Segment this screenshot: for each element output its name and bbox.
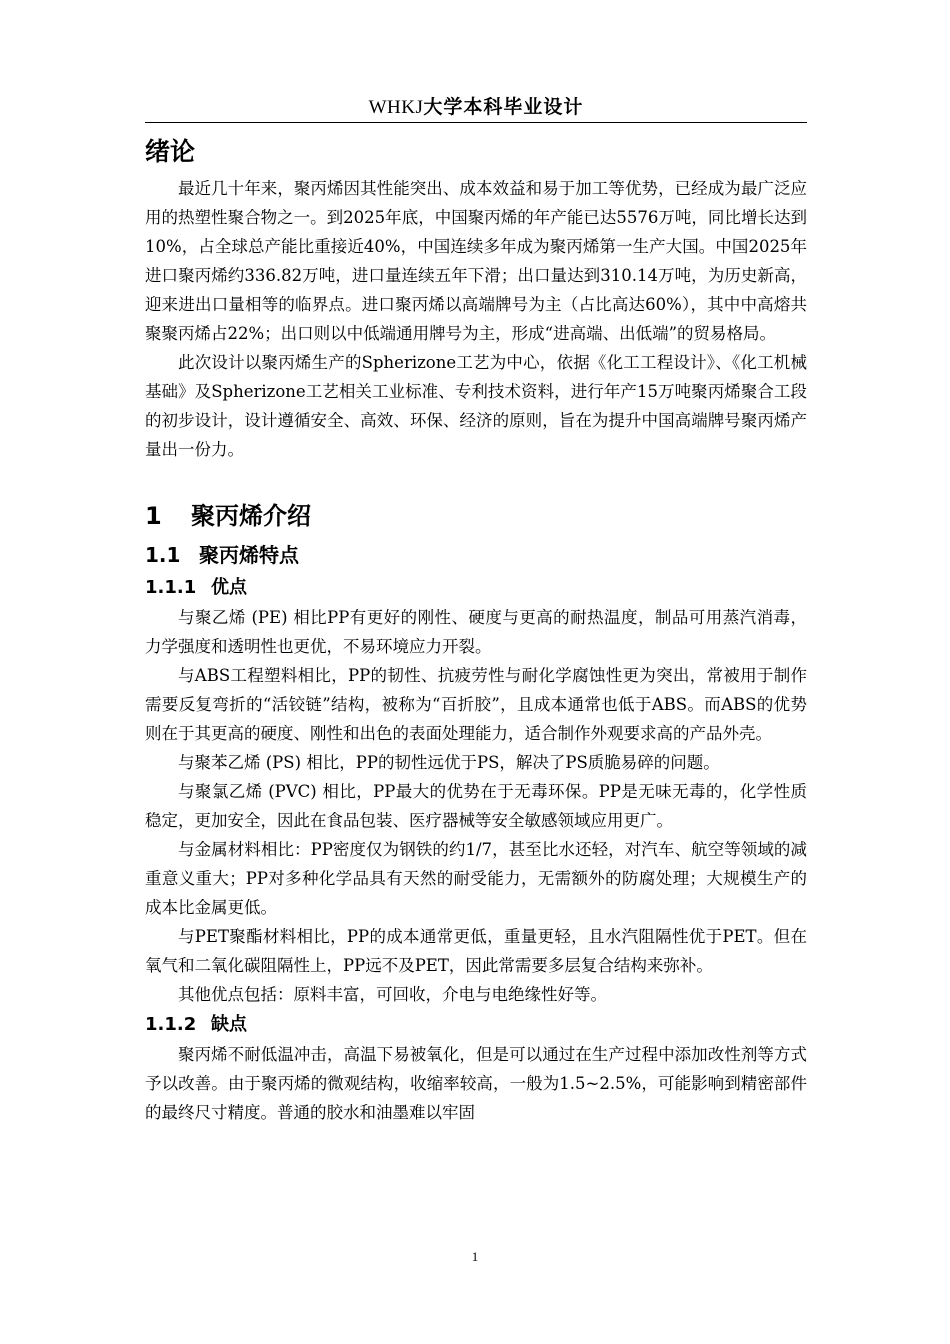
section-heading xyxy=(145,538,807,572)
intro-paragraph: 此次设计以聚丙烯生产的Spherizone工艺为中心，依据《化工工程设计》、《化工机械基础》及Spherizone工艺相关工业标准、专利技术资料，进行年产15万吨聚丙烯聚合工段的初步设计，设计遵循安全、高效、环保、经济的原则，旨在为提升中国高端牌号聚丙烯产量出一份力。 xyxy=(145,353,807,459)
intro-heading: 绪论 xyxy=(145,137,196,166)
chapter-title: 聚丙烯介绍 xyxy=(191,502,311,530)
body-paragraph: 其他优点包括：原料丰富，可回收，介电与电绝缘性好等。 xyxy=(178,985,607,1004)
page-number: 1 xyxy=(471,1249,479,1264)
page-content xyxy=(145,132,807,1127)
header-title: 大学本科毕业设计 xyxy=(423,96,584,118)
page-header xyxy=(145,92,807,123)
section-title: 聚丙烯特点 xyxy=(199,543,299,567)
body-paragraph: 与聚乙烯 (PE) 相比PP有更好的刚性、硬度与更高的耐热温度，制品可用蒸汽消毒，力学强度和透明性也更优，不易环境应力开裂。 xyxy=(145,608,807,656)
section-number: 1.1 xyxy=(145,543,181,567)
body-paragraph: 与金属材料相比：PP密度仅为钢铁的约1/7，甚至比水还轻，对汽车、航空等领域的减重意义重大；PP对多种化学品具有天然的耐受能力，无需额外的防腐处理；大规模生产的成本比金属更低。 xyxy=(145,840,807,917)
body-paragraph: 聚丙烯不耐低温冲击，高温下易被氧化，但是可以通过在生产过程中添加改性剂等方式予以改善。由于聚丙烯的微观结构，收缩率较高，一般为1.5~2.5%，可能影响到精密部件的最终尺寸精度。普通的胶水和油墨难以牢固 xyxy=(145,1045,807,1122)
subsection-number: 1.1.1 xyxy=(145,577,197,598)
body-paragraph: 与PET聚酯材料相比，PP的成本通常更低，重量更轻，且水汽阻隔性优于PET。但在氧气和二氧化碳阻隔性上，PP远不及PET，因此常需要多层复合结构来弥补。 xyxy=(145,927,807,975)
intro-paragraph: 最近几十年来，聚丙烯因其性能突出、成本效益和易于加工等优势，已经成为最广泛应用的热塑性聚合物之一。到2025年底，中国聚丙烯的年产能已达5576万吨，同比增长达到10%，占全球总产能比重接近40%，中国连续多年成为聚丙烯第一生产大国。中国2025年进口聚丙烯约336.82万吨，进口量连续五年下滑；出口量达到310.14万吨，为历史新高，迎来进出口量相等的临界点。进口聚丙烯以高端牌号为主（占比高达60%），其中中高熔共聚聚丙烯占22%；出口则以中低端通用牌号为主，形成“进高端、出低端”的贸易格局。 xyxy=(145,179,807,343)
subsection-heading xyxy=(145,572,807,603)
chapter-heading xyxy=(145,494,807,538)
subsection-heading xyxy=(145,1009,807,1040)
subsection-title: 缺点 xyxy=(211,1014,247,1035)
header-latin: WHKJ xyxy=(368,97,424,118)
spacer xyxy=(145,464,807,494)
subsection-number: 1.1.2 xyxy=(145,1014,197,1035)
body-paragraph: 与聚苯乙烯 (PS) 相比，PP的韧性远优于PS，解决了PS质脆易碎的问题。 xyxy=(178,753,720,772)
chapter-number: 1 xyxy=(145,502,162,530)
subsection-title: 优点 xyxy=(211,577,247,598)
body-paragraph: 与ABS工程塑料相比，PP的韧性、抗疲劳性与耐化学腐蚀性更为突出，常被用于制作需要反复弯折的“活铰链”结构，被称为“百折胶”，且成本通常也低于ABS。而ABS的优势则在于其更高的硬度、刚性和出色的表面处理能力，适合制作外观要求高的产品外壳。 xyxy=(145,666,807,743)
body-paragraph: 与聚氯乙烯 (PVC) 相比，PP最大的优势在于无毒环保。PP是无味无毒的，化学性质稳定，更加安全，因此在食品包装、医疗器械等安全敏感领域应用更广。 xyxy=(145,782,807,830)
